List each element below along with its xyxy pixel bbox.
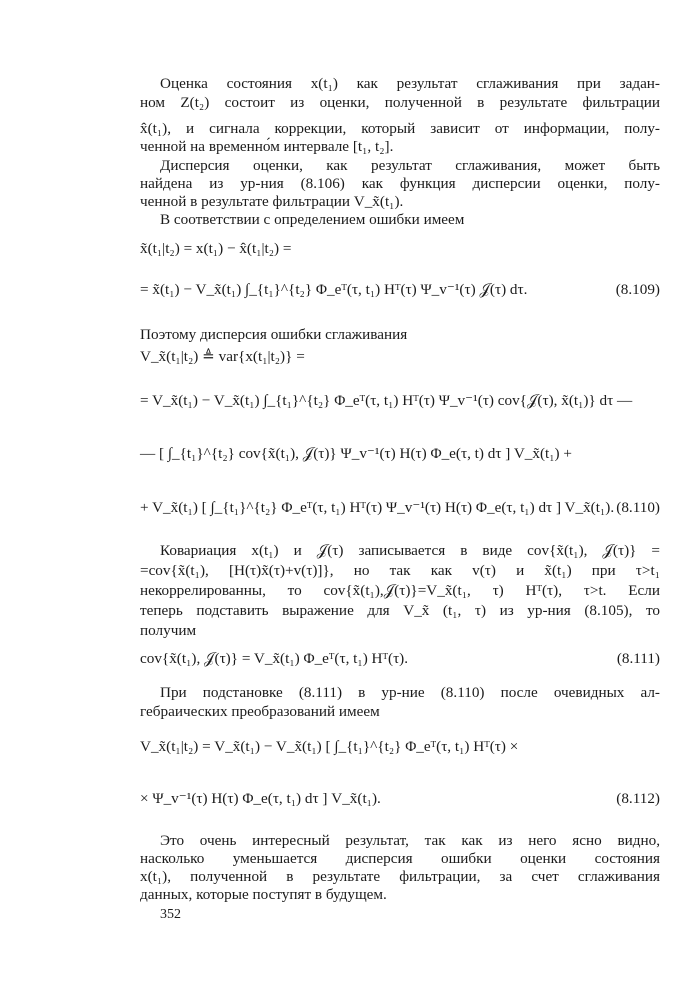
text-line: Ковариация x(t₁) и 𝒥(τ) записывается в виде cov{x̃(t₁), 𝒥(τ)} = [160, 542, 660, 559]
text-line: теперь подставить выражение для V_x̃ (t₁, τ) из ур-ния (8.105), то [140, 602, 660, 619]
equation-line: + V_x̃(t₁) [ ∫_{t₁}^{t₂} Φ_eᵀ(τ, t₁) Hᵀ(τ) Ψ_v⁻¹(τ) H(τ) Φ_e(τ, t₁) dτ ] V_x̃(t₁). [140, 499, 615, 516]
equation-number: (8.112) [616, 790, 660, 807]
equation-line: — [ ∫_{t₁}^{t₂} cov{x̃(t₁), 𝒥(τ)} Ψ_v⁻¹(τ) H(τ) Φ_e(τ, t) dτ ] V_x̃(t₁) + [140, 445, 572, 462]
text-line: Оценка состояния x(t₁) как результат сглаживания при задан- [160, 75, 660, 92]
text-line: =cov{x̃(t₁), [H(τ)x̃(τ)+v(τ)]}, но так как v(τ) и x̃(t₁) при τ>t₁ [140, 562, 660, 579]
equation-line: × Ψ_v⁻¹(τ) H(τ) Φ_e(τ, t₁) dτ ] V_x̃(t₁). [140, 790, 381, 807]
equation-line: = V_x̃(t₁) − V_x̃(t₁) ∫_{t₁}^{t₂} Φ_eᵀ(τ, t₁) Hᵀ(τ) Ψ_v⁻¹(τ) cov{𝒥(τ), x̃(t₁)} dτ — [140, 392, 633, 409]
text-line: гебраических преобразований имеем [140, 703, 380, 720]
equation-line: cov{x̃(t₁), 𝒥(τ)} = V_x̃(t₁) Φ_eᵀ(τ, t₁) Hᵀ(τ). [140, 650, 409, 667]
page-number: 352 [160, 907, 181, 922]
text-line: Поэтому дисперсия ошибки сглаживания [140, 326, 408, 343]
text-line: Дисперсия оценки, как результат сглаживания, может быть [160, 157, 660, 174]
text-line: насколько уменьшается дисперсия ошибки оценки состояния [140, 850, 660, 867]
text-line: некоррелированны, то cov{x̃(t₁),𝒥(τ)}=V_x̃(t₁, τ) Hᵀ(τ), τ>t. Если [140, 582, 660, 599]
text-line: ченной в результате фильтрации V_x̃(t₁). [140, 193, 404, 210]
equation-number: (8.111) [616, 650, 660, 667]
equation-number: (8.109) [615, 281, 660, 298]
text-line: получим [140, 622, 197, 639]
equation-line: V_x̃(t₁|t₂) = V_x̃(t₁) − V_x̃(t₁) [ ∫_{t₁}^{t₂} Φ_eᵀ(τ, t₁) Hᵀ(τ) × [140, 738, 519, 755]
text-line: В соответствии с определением ошибки имеем [160, 211, 465, 228]
equation-line: x̃(t₁|t₂) = x(t₁) − x̂(t₁|t₂) = [140, 240, 292, 257]
text-line: Это очень интересный результат, так как из него ясно видно, [160, 832, 660, 849]
text-line: ченной на временно́м интервале [t₁, t₂]. [140, 138, 394, 155]
text-line: ном Z(t₂) состоит из оценки, полученной в результате фильтрации [140, 94, 660, 111]
text-line: найдена из ур-ния (8.106) как функция дисперсии оценки, полу- [140, 175, 660, 192]
text-line: x(t₁), полученной в результате фильтрации, за счет сглаживания [140, 868, 660, 885]
text-line: x̂(t₁), и сигнала коррекции, который зависит от информации, полу- [140, 120, 660, 137]
equation-number: (8.110) [616, 499, 660, 516]
text-line: При подстановке (8.111) в ур-ние (8.110) после очевидных ал- [160, 684, 660, 701]
text-line: данных, которые поступят в будущем. [140, 886, 387, 903]
equation-line: V_x̃(t₁|t₂) ≜ var{x(t₁|t₂)} = [140, 348, 305, 365]
equation-line: = x̃(t₁) − V_x̃(t₁) ∫_{t₁}^{t₂} Φ_eᵀ(τ, t₁) Hᵀ(τ) Ψ_v⁻¹(τ) 𝒥(τ) dτ. [140, 281, 528, 298]
